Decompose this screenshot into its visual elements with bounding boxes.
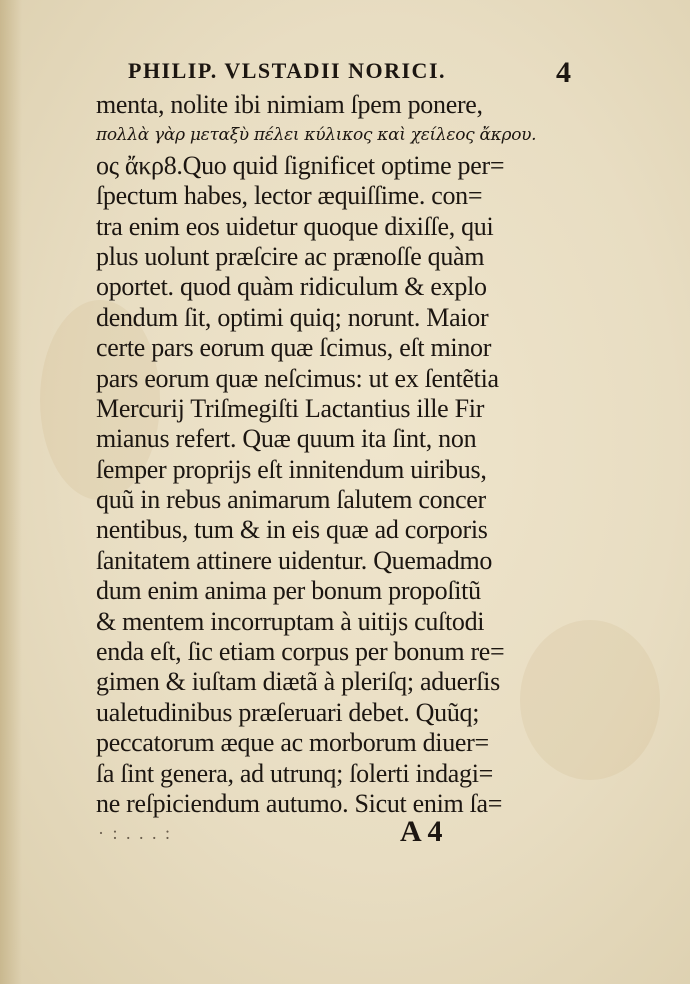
text-line: ſemper proprijs eſt innitendum uiribus, — [96, 454, 487, 484]
page-edge-shadow — [0, 0, 22, 984]
text-line: ſpectum habes, lector æquiſſime. con= — [96, 181, 483, 211]
text-line: gimen & iuſtam diætã à pleriſq; aduerſis — [96, 667, 500, 697]
text-line: peccatorum æque ac morborum diuer= — [96, 728, 489, 758]
text-line: dum enim anima per bonum propoſitũ — [96, 576, 481, 606]
folio-number: 4 — [556, 56, 571, 89]
text-line: mianus refert. Quæ quum ita ſint, non — [96, 424, 477, 454]
text-line: pars eorum quæ neſcimus: ut ex ſentẽtia — [96, 363, 499, 393]
text-line: ſa ſint genera, ad utrunq; ſolerti indagi= — [96, 758, 494, 788]
text-line: & mentem incorruptam à uitijs cuſtodi — [96, 606, 485, 636]
text-line-greek: πολλὰ γὰρ μεταξὺ πέλει κύλικος καὶ χείλεος ἄκρου. — [96, 125, 537, 146]
text-line: tra enim eos uidetur quoque dixiſſe, qui — [96, 211, 494, 241]
text-line: nentibus, tum & in eis quæ ad corporis — [96, 515, 488, 545]
text-line: ος ἄκρ8.Quo quid ſignificet optime per= — [96, 150, 505, 180]
running-head: PHILIP. VLSTADII NORICI. — [128, 58, 447, 83]
text-line: oportet. quod quàm ridiculum & explo — [96, 272, 487, 302]
page-footer — [96, 815, 576, 855]
body-text — [96, 90, 566, 819]
text-line: ualetudinibus præſeruari debet. Quũq; — [96, 697, 480, 727]
text-line: menta, nolite ibi nimiam ſpem ponere, — [96, 90, 483, 119]
text-line: ne reſpiciendum autumo. Sicut enim ſa= — [96, 788, 503, 818]
text-line: certe pars eorum quæ ſcimus, eſt minor — [96, 333, 492, 363]
text-line: enda eſt, ſic etiam corpus per bonum re= — [96, 637, 505, 667]
text-line: quũ in rebus animarum ſalutem concer — [96, 485, 486, 515]
signature-mark: A 4 — [400, 815, 443, 848]
text-line: Mercurij Triſmegiſti Lactantius ille Fir — [96, 393, 485, 423]
catchword-marks: · : . . . : — [98, 823, 172, 843]
text-line: dendum ſit, optimi quiq; norunt. Maior — [96, 302, 489, 332]
text-line: plus uolunt præſcire ac prænoſſe quàm — [96, 241, 485, 271]
text-line: ſanitatem attinere uidentur. Quemadmo — [96, 545, 493, 575]
